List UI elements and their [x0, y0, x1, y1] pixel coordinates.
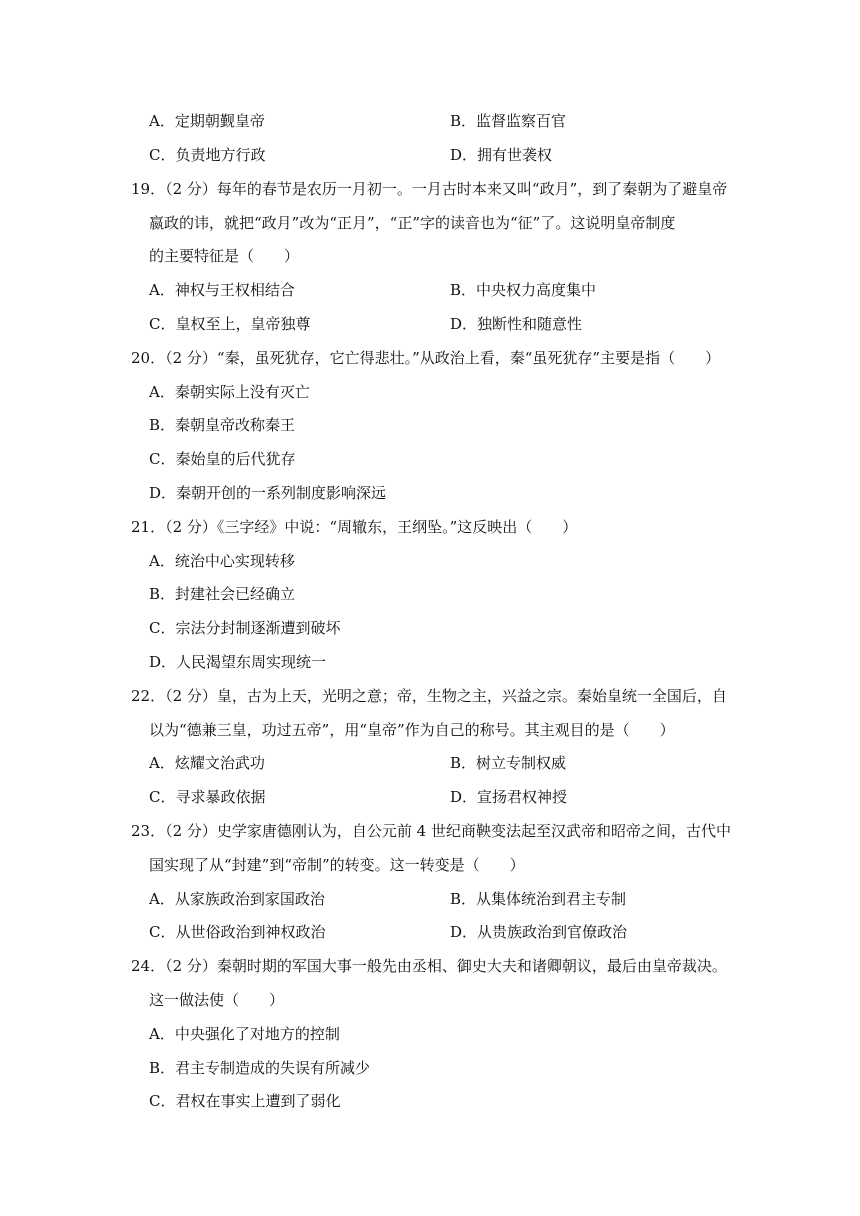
q21-option-a: A．统治中心实现转移 [149, 552, 295, 570]
q19-stem-line-2: 嬴政的讳，就把“政月”改为“正月”，“正”字的读音也为“征”了。这说明皇帝制度 [149, 214, 676, 232]
q21-option-c: C．宗法分封制逐渐遭到破坏 [149, 619, 341, 637]
q22-stem-line-1: 22．（2 分）皇，古为上天，光明之意；帝，生物之主，兴益之宗。秦始皇统一全国后，自 [131, 687, 727, 705]
q22-option-b: B．树立专制权威 [450, 754, 567, 772]
q23-option-c: C．从世俗政治到神权政治 [149, 923, 326, 941]
q18-option-a: A．定期朝觐皇帝 [149, 112, 265, 130]
q22-option-d: D．宣扬君权神授 [450, 788, 568, 806]
q23-stem-line-1: 23．（2 分）史学家唐德刚认为，自公元前 4 世纪商鞅变法起至汉武帝和昭帝之间，古代中 [131, 822, 731, 840]
q19-option-d: D．独断性和随意性 [450, 315, 583, 333]
q21-option-d: D．人民渴望东周实现统一 [149, 653, 327, 671]
q21-option-b: B．封建社会已经确立 [149, 585, 296, 603]
q20-stem-line-1: 20．（2 分）“秦，虽死犹存，它亡得悲壮。”从政治上看，秦“虽死犹存”主要是指（ ） [131, 349, 721, 367]
q24-option-c: C．君权在事实上遭到了弱化 [149, 1092, 341, 1110]
q18-option-d: D．拥有世袭权 [450, 146, 553, 164]
q22-option-a: A．炫耀文治武功 [149, 754, 265, 772]
q24-option-a: A．中央强化了对地方的控制 [149, 1025, 340, 1043]
q24-option-b: B．君主专制造成的失误有所减少 [149, 1059, 371, 1077]
q21-stem-line-1: 21．（2 分）《三字经》中说：“周辙东，王纲坠。”这反映出（ ） [131, 518, 578, 536]
q22-stem-line-2: 以为“德兼三皇，功过五帝”，用“皇帝”作为自己的称号。其主观目的是（ ） [149, 721, 675, 739]
q24-stem-line-2: 这一做法使（ ） [149, 991, 285, 1009]
q23-option-b: B．从集体统治到君主专制 [450, 890, 627, 908]
q20-option-d: D．秦朝开创的一系列制度影响深远 [149, 484, 387, 502]
q19-stem-line-3: 的主要特征是（ ） [149, 247, 300, 265]
q18-option-b: B．监督监察百官 [450, 112, 567, 130]
q23-stem-line-2: 国实现了从“封建”到“帝制”的转变。这一转变是（ ） [149, 856, 525, 874]
q20-option-a: A．秦朝实际上没有灭亡 [149, 383, 310, 401]
q20-option-c: C．秦始皇的后代犹存 [149, 450, 296, 468]
q23-option-a: A．从家族政治到家国政治 [149, 890, 325, 908]
q24-stem-line-1: 24．（2 分）秦朝时期的军国大事一般先由丞相、御史大夫和诸卿朝议，最后由皇帝裁决。 [131, 957, 727, 975]
q19-option-b: B．中央权力高度集中 [450, 281, 597, 299]
q18-option-c: C．负责地方行政 [149, 146, 266, 164]
q20-option-b: B．秦朝皇帝改称秦王 [149, 416, 296, 434]
q19-stem-line-1: 19．（2 分）每年的春节是农历一月初一。一月古时本来又叫“政月”，到了秦朝为了避皇帝 [131, 180, 728, 198]
q22-option-c: C．寻求暴政依据 [149, 788, 266, 806]
q23-option-d: D．从贵族政治到官僚政治 [450, 923, 628, 941]
q19-option-a: A．神权与王权相结合 [149, 281, 295, 299]
q19-option-c: C．皇权至上，皇帝独尊 [149, 315, 311, 333]
